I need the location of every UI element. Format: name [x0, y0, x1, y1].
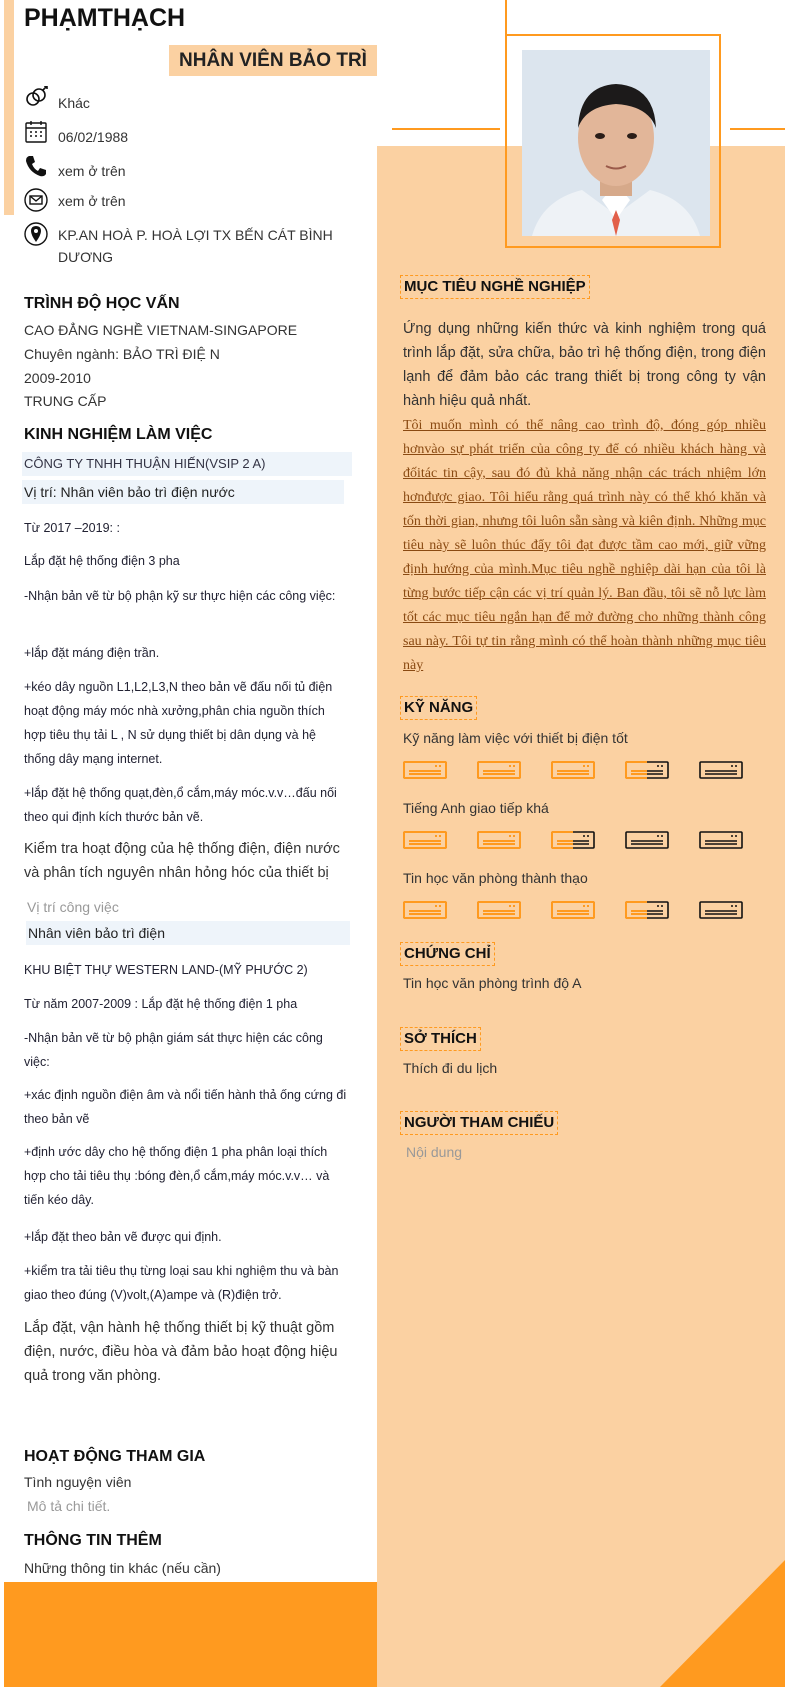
experience-summary: Kiểm tra hoạt động của hệ thống điện, điện nước và phân tích nguyên nhân hỏng hóc của thiết bị: [24, 841, 340, 881]
experience-detail: +kéo dây nguồn L1,L2,L3,N theo bản vẽ đấu nối tủ điện hoạt động máy móc nhà xưởng,phân chia nguồn thích hợp tiêu thụ tải L , N sử dụng thiết bị dân dụng và hệ thống dây mạng internet.: [24, 680, 333, 766]
references-heading: NGƯỜI THAM CHIẾU: [400, 1111, 558, 1135]
job-title: NHÂN VIÊN BẢO TRÌ: [169, 45, 377, 76]
experience-detail: +lắp đặt hệ thống quạt,đèn,ổ cắm,máy móc.v.v…đấu nối theo qui định kích thước bản vẽ.: [24, 786, 337, 824]
skill-level-icon: [551, 830, 595, 850]
education-heading: TRÌNH ĐỘ HỌC VẤN: [24, 295, 180, 312]
objective-heading: MỤC TIÊU NGHỀ NGHIỆP: [400, 275, 590, 299]
divider-line: [505, 0, 507, 36]
activity-item: Tình nguyện viên: [24, 1474, 132, 1490]
phone-icon: [24, 154, 48, 178]
experience-summary: Lắp đặt, vận hành hệ thống thiết bị kỹ thuật gồm điện, nước, điều hòa và đảm bảo hoạt động hiệu quả trong văn phòng.: [24, 1320, 338, 1384]
experience-detail: Từ 2017 –2019: :: [24, 521, 120, 535]
company-name: CÔNG TY TNHH THUẬN HIẾN(VSIP 2 A): [22, 452, 352, 476]
hobbies-heading: SỞ THÍCH: [400, 1027, 481, 1051]
company-name: KHU BIỆT THỰ WESTERN LAND-(MỸ PHƯỚC 2): [24, 963, 308, 977]
gender-value: Khác: [58, 95, 90, 111]
skill-level-icon: [699, 900, 743, 920]
phone-value: xem ở trên: [58, 163, 126, 179]
education-school: CAO ĐẲNG NGHỀ VIETNAM-SINGAPORE: [24, 322, 298, 338]
experience-heading: KINH NGHIỆM LÀM VIỆC: [24, 426, 213, 443]
skill-level-icon: [477, 830, 521, 850]
divider-line: [730, 128, 785, 130]
location-icon: [24, 222, 48, 246]
hobby-item: Thích đi du lịch: [403, 1060, 498, 1076]
job-position: Nhân viên bảo trì điện: [26, 921, 350, 945]
experience-detail: +lắp đặt theo bản vẽ được qui định.: [24, 1230, 222, 1244]
education-years: 2009-2010: [24, 370, 91, 386]
extra-info-heading: THÔNG TIN THÊM: [24, 1532, 162, 1549]
skill-level-icon: [403, 760, 447, 780]
objective-text: Ứng dụng những kiến thức và kinh nghiệm trong quá trình lắp đặt, sửa chữa, bảo trì hệ thống điện, trong điện lạnh để đảm bảo các trang thiết bị trong công ty vận hành hiệu quả nhất.: [403, 321, 766, 409]
experience-detail: +lắp đặt máng điện trần.: [24, 646, 160, 660]
skill-label: Tin học văn phòng thành thạo: [403, 870, 588, 886]
skill-level-icon: [551, 760, 595, 780]
experience-detail: +định ước dây cho hệ thống điện 1 pha phân loại thích hợp cho tải tiêu thụ :bóng đèn,ổ cắm,máy móc.v.v… và tiến kéo dây.: [24, 1145, 330, 1207]
experience-detail: -Nhận bản vẽ từ bộ phận giám sát thực hiện các công việc:: [24, 1031, 323, 1069]
email-icon: [24, 188, 48, 212]
birthdate-value: 06/02/1988: [58, 129, 129, 145]
certificate-item: Tin học văn phòng trình độ A: [403, 975, 582, 991]
candidate-name: PHẠMTHẠCH: [24, 4, 186, 32]
skill-level-icon: [403, 900, 447, 920]
skill-label: Tiếng Anh giao tiếp khá: [403, 800, 549, 816]
experience-detail: +kiểm tra tải tiêu thụ từng loại sau khi nghiệm thu và bàn giao theo đúng (V)volt,(A)ampe và (R)điện trở.: [24, 1264, 339, 1302]
skill-level-icon: [477, 900, 521, 920]
skill-level-icon: [625, 760, 669, 780]
extra-info-text: Những thông tin khác (nếu cần): [24, 1560, 221, 1576]
education-major: Chuyên ngành: BẢO TRÌ ĐIỆ N: [24, 346, 220, 362]
references-placeholder: Nội dung: [406, 1144, 463, 1160]
skill-level-icon: [699, 760, 743, 780]
left-accent-bar: [4, 0, 14, 215]
footer-decoration: [4, 1582, 377, 1687]
divider-line: [392, 128, 500, 130]
activities-heading: HOẠT ĐỘNG THAM GIA: [24, 1448, 206, 1465]
objective-text-long: Tôi muốn mình có thể nâng cao trình độ, đóng góp nhiều hơnvào sự phát triển của công ty để có nhiều khách hàng và đốitác tin cậy, sau đó đủ khả năng nhận các trách nhiệm lớn hơnđược giao. Tôi hiểu rằng quá trình này có thể khó khăn và tốn thời gian, nhưng tôi luôn sẵn sàng và kiên định. Những mục tiêu này sẽ luôn thúc đẩy tôi đạt được tầm cao mới, giữ vững định hướng của mình.Mục tiêu nghề nghiệp dài hạn của tôi là từng bước tiếp cận các vị trí quản lý. Ban đầu, tôi sẽ nỗ lực làm tốt các mục tiêu ngắn hạn để mở đường cho những thành công sau này. Tôi tự tin rằng mình có thể hoàn thành những mục tiêu này: [403, 418, 766, 673]
experience-detail: -Nhận bản vẽ từ bộ phận kỹ sư thực hiện các công việc:: [24, 589, 336, 603]
skill-label: Kỹ năng làm việc với thiết bị điện tốt: [403, 730, 628, 746]
experience-detail: Từ năm 2007-2009 : Lắp đặt hệ thống điện 1 pha: [24, 997, 298, 1011]
job-position: Vị trí: Nhân viên bảo trì điện nước: [22, 480, 344, 504]
skills-heading: KỸ NĂNG: [400, 696, 477, 720]
skill-rating: [403, 760, 743, 782]
skill-rating: [403, 830, 743, 852]
skill-rating: [403, 900, 743, 922]
email-value: xem ở trên: [58, 193, 126, 209]
calendar-icon: [24, 120, 48, 144]
gender-icon: [24, 86, 48, 110]
position-placeholder: Vị trí công việc: [27, 899, 119, 915]
experience-detail: +xác định nguồn điện âm và nổi tiến hành thả ống cứng đi theo bản vẽ: [24, 1088, 347, 1126]
profile-photo: [522, 50, 710, 236]
education-level: TRUNG CẤP: [24, 393, 107, 409]
skill-level-icon: [699, 830, 743, 850]
skill-level-icon: [625, 900, 669, 920]
experience-detail: Lắp đặt hệ thống điện 3 pha: [24, 554, 180, 568]
certificates-heading: CHỨNG CHỈ: [400, 942, 495, 966]
skill-level-icon: [403, 830, 447, 850]
activity-placeholder: Mô tả chi tiết.: [27, 1498, 111, 1514]
skill-level-icon: [625, 830, 669, 850]
address-value: KP.AN HOÀ P. HOÀ LỢI TX BẾN CÁT BÌNH DƯƠNG: [58, 227, 333, 265]
skill-level-icon: [477, 760, 521, 780]
skill-level-icon: [551, 900, 595, 920]
